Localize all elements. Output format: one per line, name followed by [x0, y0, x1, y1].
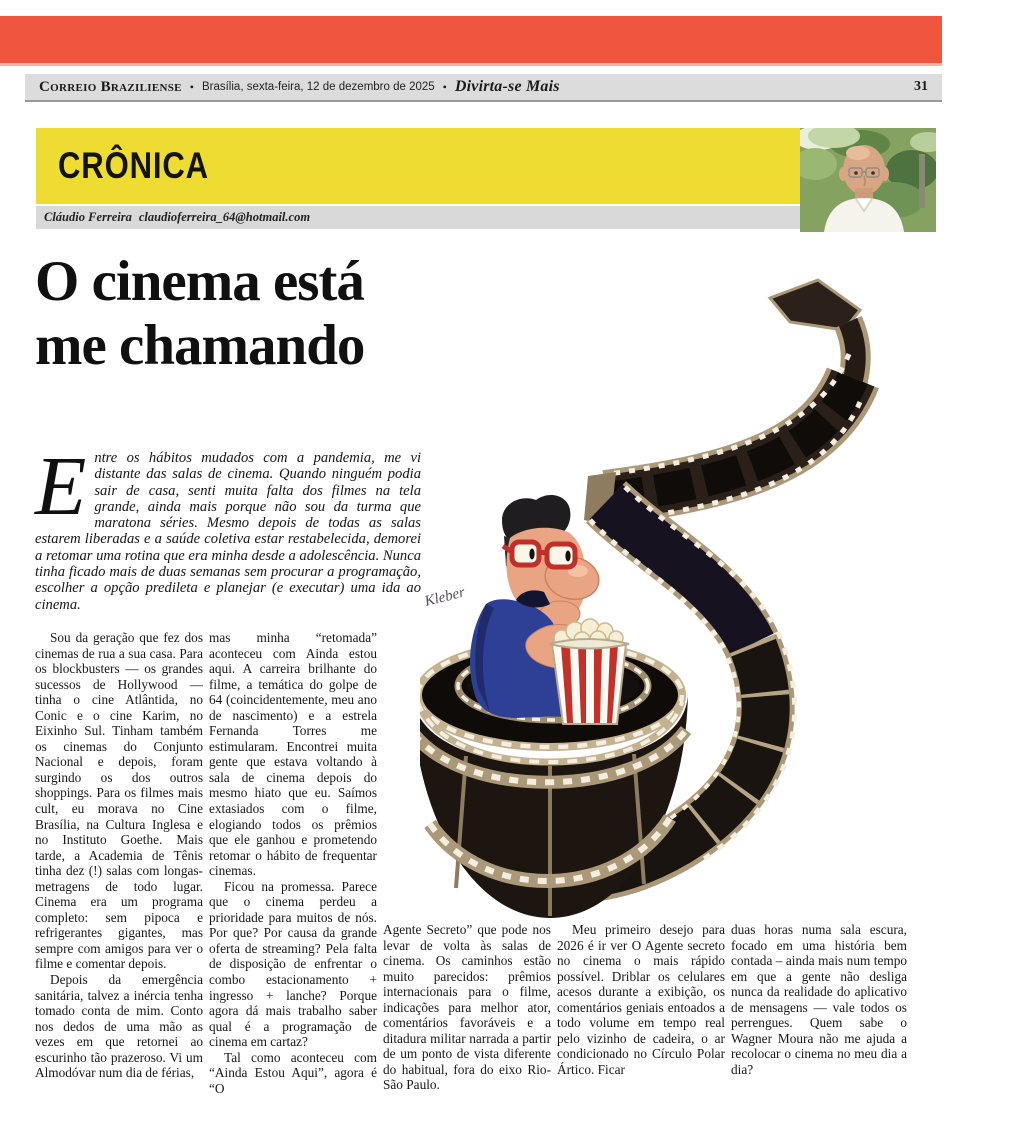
body-column-3: [383, 922, 551, 1108]
masthead-band: [25, 74, 942, 102]
body-column-5: [731, 922, 907, 1108]
paragraph: Tal como aconteceu com “Ainda Estou Aqui”, agora é “O: [209, 1049, 377, 1096]
paragraph: duas horas numa sala escura, focado em uma história bem contada – ainda mais num tempo em que a gente não desliga nunca da realidade do aplicativo de mensagens — vale todos os perrengues. Quem sabe o Wagner Moura não me ajuda a recolocar o cinema no meu dia a dia?: [731, 922, 907, 1077]
lede-paragraph: [35, 440, 421, 613]
body-column-4: [557, 922, 725, 1108]
cronica-label: CRÔNICA: [58, 145, 209, 186]
illustration-signature: Kleber: [423, 584, 467, 610]
lede-text: ntre os hábitos mudados com a pandemia, me vi distante das salas de cinema. Quando ninguém podia sair de casa, senti muita falta dos filmes na tela grande, ainda mais porque não sou da turma que maratona séries. Mesmo depois de todas as salas estarem liberadas e a saúde coletiva estar restabelecida, demorei a retomar uma rotina que era minha desde a adolescência. Nunca tinha ficado mais de duas semanas sem procurar a programação, escolher a opção predileta e planejar (e executar) uma ida ao cinema.: [35, 450, 421, 613]
author-photo: [800, 128, 936, 232]
byline-author: Cláudio Ferreira: [44, 210, 132, 224]
byline-email: claudioferreira_64@hotmail.com: [138, 210, 311, 224]
film-reel-illustration: [420, 240, 980, 920]
top-accent-bar: [0, 16, 942, 66]
paragraph: Sou da geração que fez dos cinemas de rua a sua casa. Para os blockbusters — os grandes sucessos de Hollywood — tinha o cine Atlântida, no Conic e o cine Karim, no Eixinho Sul. Tinham também os cinemas do Conjunto Nacional e depois, foram surgindo os dos outros shoppings. Para os filmes mais cult, eu morava no Cine Brasília, na Cultura Inglesa e no Instituto Goethe. Mais tarde, a Academia de Tênis tinha dez (!) salas com longas-metragens de todo lugar. Cinema era um programa completo: sem pipoca e refrigerantes gigantes, mas sempre com amigos para ver o filme e comentar depois.: [35, 630, 203, 972]
author-portrait-image: [800, 128, 936, 232]
paragraph: Agente Secreto” que pode nos levar de volta às salas de cinema. Os caminhos estão muito parecidos: prêmios internacionais para o filme, indicações para melhor ator, comentários favoráveis e a ditadura militar narrada a partir de um ponto de vista diferente do habitual, fora do eixo Rio-São Paulo.: [383, 922, 551, 1093]
popcorn-bucket: [549, 619, 629, 724]
paragraph: Depois da emergência sanitária, talvez a inércia tenha tomado conta de mim. Conto nos dedos de uma mão as vezes em que retornei ao escurinho tão prazeroso. Vi um Almodóvar num dia de férias,: [35, 972, 203, 1081]
masthead-section-name: Divirta-se Mais: [454, 78, 560, 95]
page-number: 31: [914, 79, 928, 94]
separator-bullet: •: [189, 79, 194, 94]
red-glasses: [503, 542, 575, 567]
lede-dropcap: E: [35, 440, 87, 533]
article-headline: O cinema está me chamando: [35, 250, 365, 377]
cronica-banner: [36, 128, 800, 204]
paragraph: mas minha “retomada” aconteceu com Ainda estou aqui. A carreira brilhante do filme, a temática do golpe de 64 (coincidentemente, meu ano de nascimento) e a estrela Fernanda Torres me estimularam. Encontrei muita gente que estava voltando à sala de cinema depois do mesmo hiato que eu. Saímos extasiados com o filme, elogiando todos os prêmios que ele ganhou e prometendo retomar o hábito de frequentar cinemas.: [209, 630, 377, 879]
film-strip-cartoon: [420, 240, 980, 920]
masthead-dateline: Brasília, sexta-feira, 12 de dezembro de 2025: [201, 81, 435, 93]
masthead-paper-name: Correio Braziliense: [39, 78, 182, 95]
film-strip-end: [770, 280, 860, 330]
byline-band: [36, 206, 800, 229]
separator-bullet: •: [442, 79, 447, 94]
paragraph: Ficou na promessa. Parece que o cinema perdeu a prioridade para muitos de nós. Por que? Por causa da grande oferta de streaming? Pela falta de disposição de enfrentar o combo estacionamento + ingresso + lanche? Porque agora dá mais trabalho saber qual é a programação de cinema em cartaz?: [209, 878, 377, 1050]
body-column-2: [209, 630, 377, 1108]
paragraph: Meu primeiro desejo para 2026 é ir ver O Agente secreto no cinema o mais rápido possível. Driblar os celulares acesos durante a exibição, os comentários geniais entoados a todo volume em tempo real pelo vizinho de cadeira, o ar condicionado no Círculo Polar Ártico. Ficar: [557, 922, 725, 1077]
body-column-1: [35, 630, 203, 1108]
